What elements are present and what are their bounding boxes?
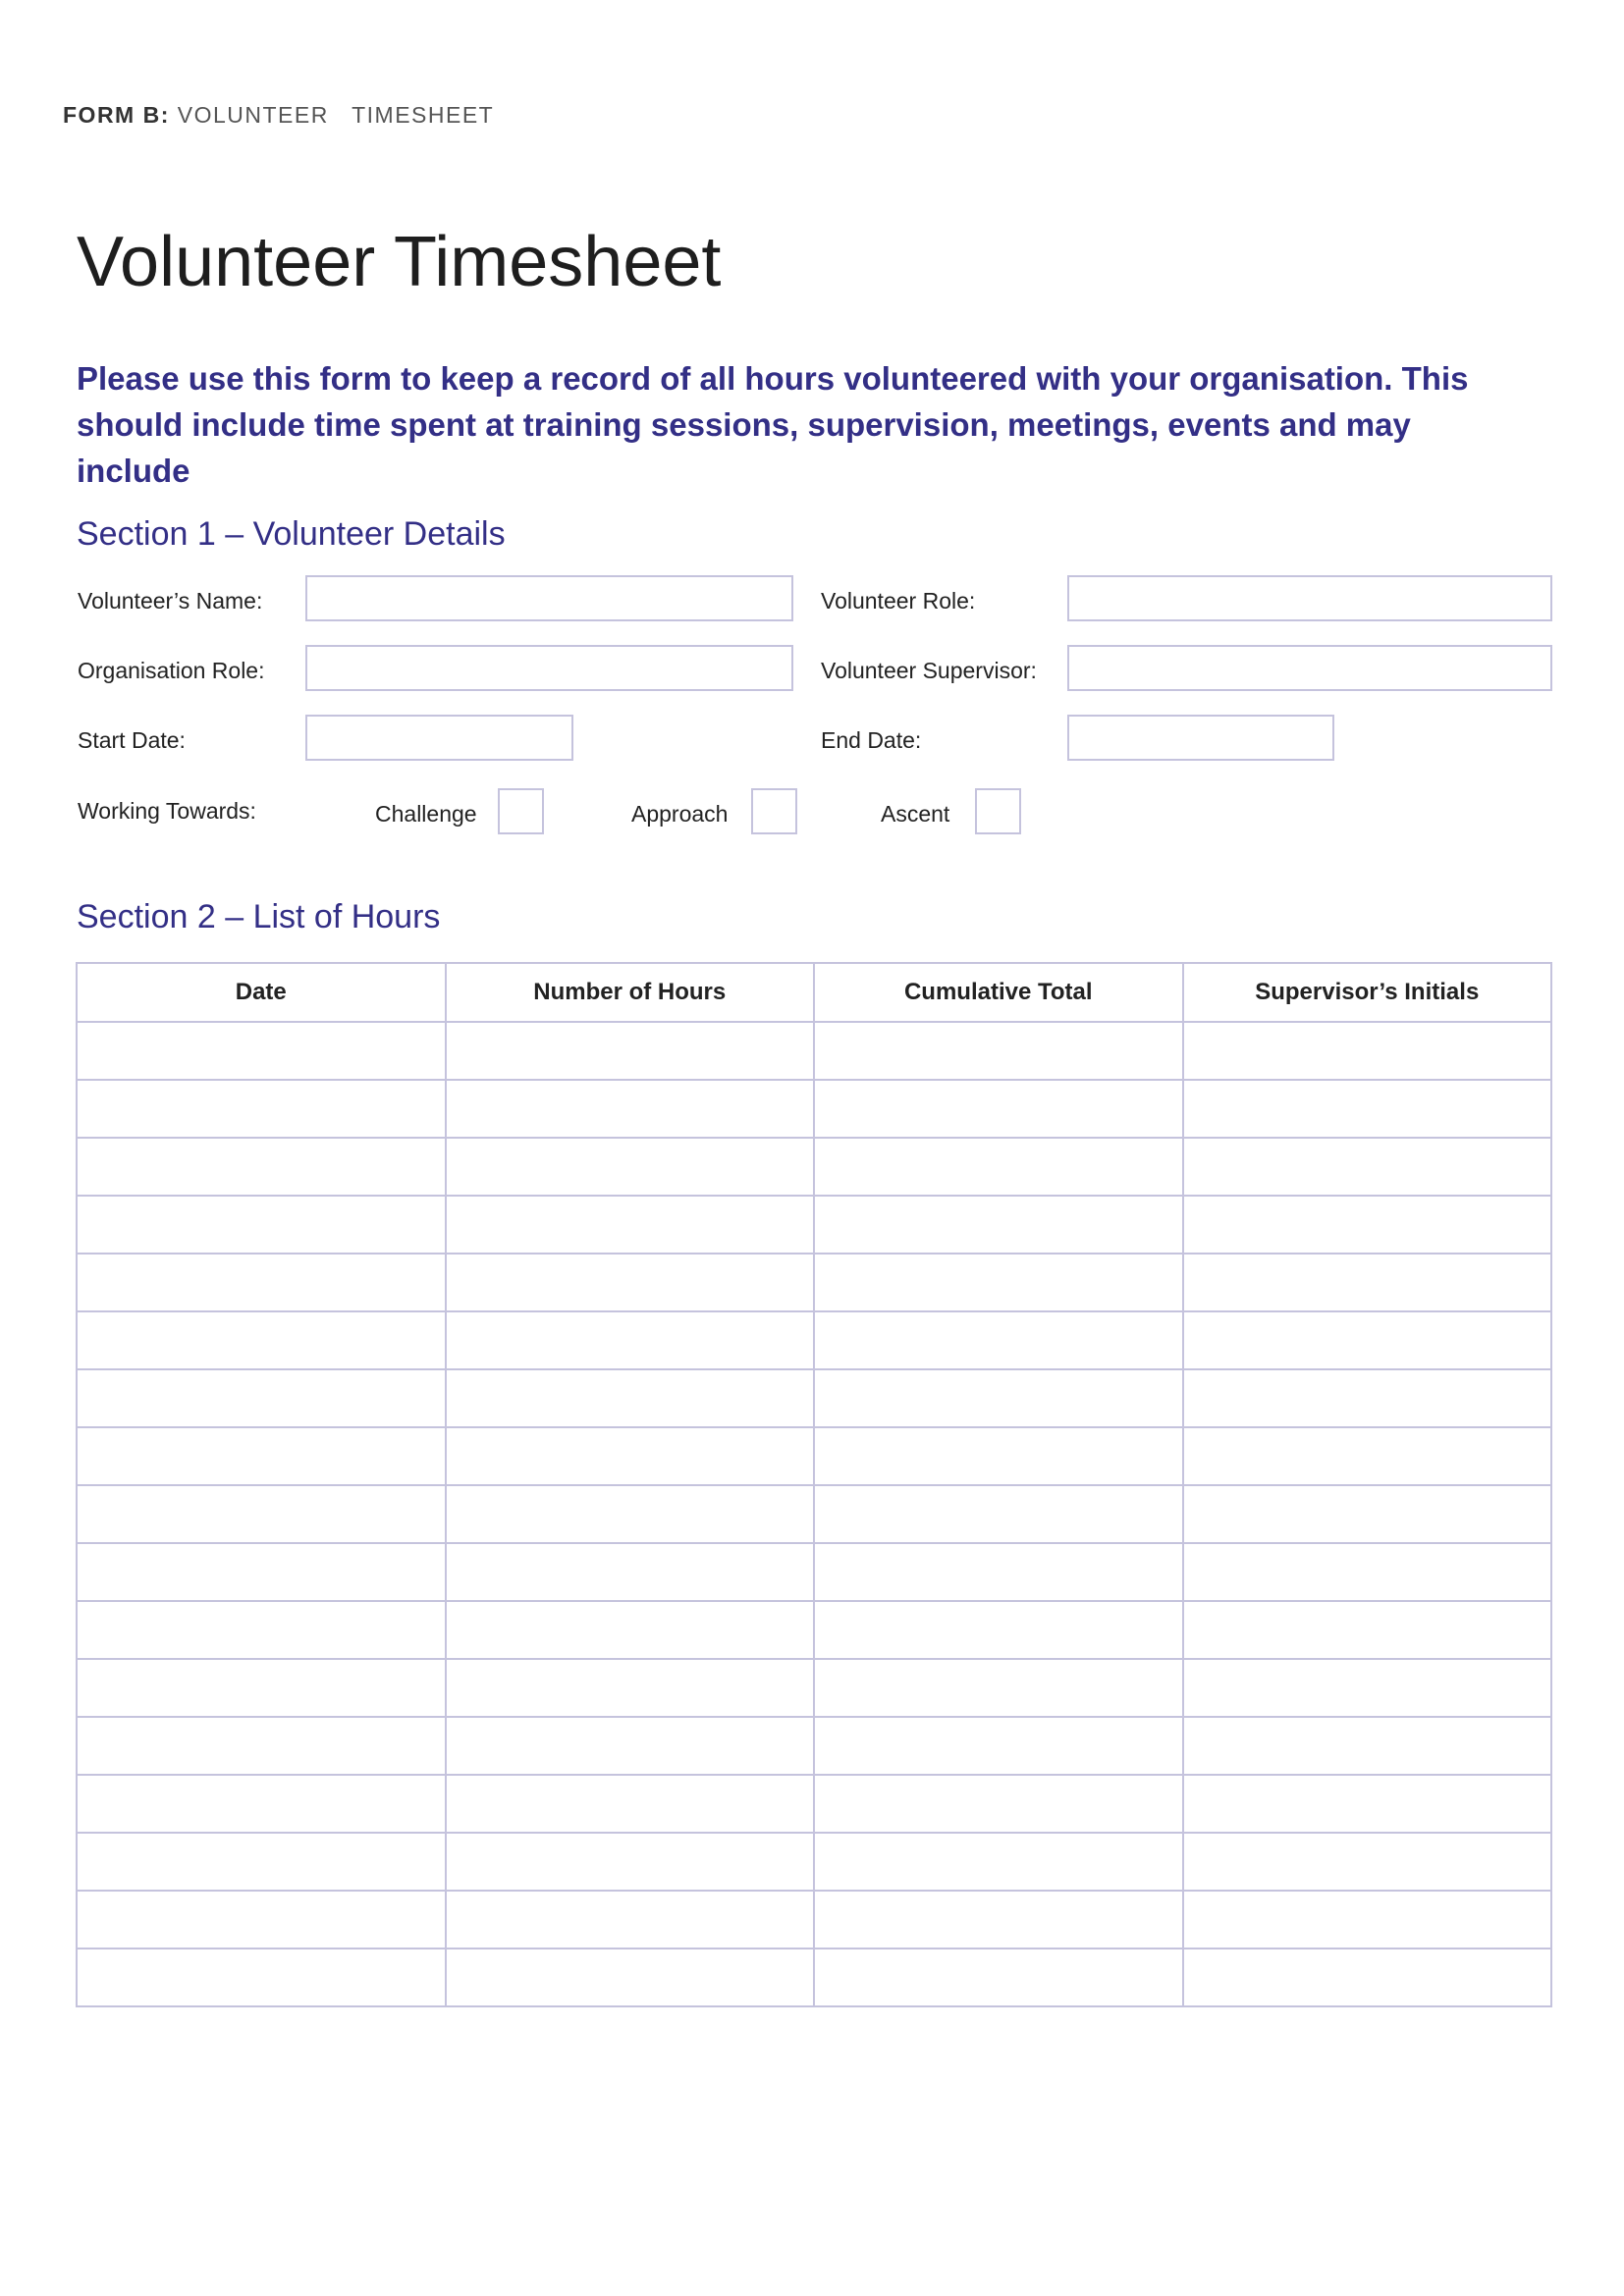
cumulative-total-cell[interactable]: [814, 1717, 1183, 1775]
number-of-hours-cell[interactable]: [446, 1311, 815, 1369]
date-cell[interactable]: [77, 1196, 446, 1254]
cumulative-total-cell[interactable]: [814, 1833, 1183, 1891]
date-cell[interactable]: [77, 1775, 446, 1833]
table-row: [77, 1949, 1551, 2006]
date-cell[interactable]: [77, 1833, 446, 1891]
supervisor-initials-cell[interactable]: [1183, 1891, 1552, 1949]
number-of-hours-cell[interactable]: [446, 1138, 815, 1196]
hours-table: [76, 962, 1552, 2007]
table-row: [77, 1138, 1551, 1196]
cumulative-total-cell[interactable]: [814, 1138, 1183, 1196]
cumulative-total-cell[interactable]: [814, 1196, 1183, 1254]
cumulative-total-cell[interactable]: [814, 1311, 1183, 1369]
cumulative-total-cell[interactable]: [814, 1659, 1183, 1717]
table-row: [77, 1775, 1551, 1833]
section-1-title: Section 1 – Volunteer Details: [77, 515, 506, 553]
supervisor-initials-cell[interactable]: [1183, 1543, 1552, 1601]
challenge-checkbox[interactable]: [498, 788, 544, 834]
supervisor-initials-cell[interactable]: [1183, 1485, 1552, 1543]
volunteer-name-field[interactable]: [305, 575, 793, 621]
table-row: [77, 1543, 1551, 1601]
number-of-hours-cell[interactable]: [446, 1949, 815, 2006]
table-row: [77, 1717, 1551, 1775]
end-date-label: End Date:: [821, 727, 922, 753]
form-header-tag: [63, 102, 494, 129]
challenge-label: Challenge: [375, 801, 477, 827]
date-cell[interactable]: [77, 1891, 446, 1949]
table-row: [77, 1485, 1551, 1543]
date-cell[interactable]: [77, 1138, 446, 1196]
table-row: [77, 1891, 1551, 1949]
number-of-hours-cell[interactable]: [446, 1543, 815, 1601]
column-header-cumulative-total: Cumulative Total: [814, 963, 1183, 1022]
table-row: [77, 1022, 1551, 1080]
date-cell[interactable]: [77, 1022, 446, 1080]
supervisor-initials-cell[interactable]: [1183, 1022, 1552, 1080]
cumulative-total-cell[interactable]: [814, 1601, 1183, 1659]
table-row: [77, 1196, 1551, 1254]
volunteer-name-label: Volunteer’s Name:: [78, 588, 263, 614]
supervisor-initials-cell[interactable]: [1183, 1833, 1552, 1891]
table-row: [77, 1254, 1551, 1311]
number-of-hours-cell[interactable]: [446, 1254, 815, 1311]
section-2-title: Section 2 – List of Hours: [77, 898, 441, 935]
supervisor-initials-cell[interactable]: [1183, 1080, 1552, 1138]
supervisor-initials-cell[interactable]: [1183, 1659, 1552, 1717]
start-date-label: Start Date:: [78, 727, 186, 753]
table-row: [77, 1369, 1551, 1427]
volunteer-supervisor-field[interactable]: [1067, 645, 1552, 691]
cumulative-total-cell[interactable]: [814, 1775, 1183, 1833]
supervisor-initials-cell[interactable]: [1183, 1601, 1552, 1659]
cumulative-total-cell[interactable]: [814, 1369, 1183, 1427]
supervisor-initials-cell[interactable]: [1183, 1427, 1552, 1485]
date-cell[interactable]: [77, 1254, 446, 1311]
page-title: Volunteer Timesheet: [77, 223, 722, 301]
date-cell[interactable]: [77, 1659, 446, 1717]
number-of-hours-cell[interactable]: [446, 1485, 815, 1543]
cumulative-total-cell[interactable]: [814, 1543, 1183, 1601]
form-label: FORM B:: [63, 102, 170, 128]
date-cell[interactable]: [77, 1601, 446, 1659]
table-row: [77, 1833, 1551, 1891]
organisation-role-label: Organisation Role:: [78, 658, 265, 683]
cumulative-total-cell[interactable]: [814, 1022, 1183, 1080]
cumulative-total-cell[interactable]: [814, 1080, 1183, 1138]
volunteer-supervisor-label: Volunteer Supervisor:: [821, 658, 1037, 683]
number-of-hours-cell[interactable]: [446, 1775, 815, 1833]
cumulative-total-cell[interactable]: [814, 1949, 1183, 2006]
number-of-hours-cell[interactable]: [446, 1601, 815, 1659]
cumulative-total-cell[interactable]: [814, 1891, 1183, 1949]
number-of-hours-cell[interactable]: [446, 1369, 815, 1427]
volunteer-role-field[interactable]: [1067, 575, 1552, 621]
ascent-checkbox[interactable]: [975, 788, 1021, 834]
date-cell[interactable]: [77, 1311, 446, 1369]
date-cell[interactable]: [77, 1369, 446, 1427]
volunteer-role-label: Volunteer Role:: [821, 588, 976, 614]
supervisor-initials-cell[interactable]: [1183, 1717, 1552, 1775]
supervisor-initials-cell[interactable]: [1183, 1138, 1552, 1196]
approach-checkbox[interactable]: [751, 788, 797, 834]
intro-text: Please use this form to keep a record of all hours volunteered with your organisation. This should include time spent at training sessions, supervision, meetings, events and may include: [77, 360, 1469, 489]
number-of-hours-cell[interactable]: [446, 1659, 815, 1717]
supervisor-initials-cell[interactable]: [1183, 1949, 1552, 2006]
table-row: [77, 1601, 1551, 1659]
date-cell[interactable]: [77, 1717, 446, 1775]
supervisor-initials-cell[interactable]: [1183, 1254, 1552, 1311]
number-of-hours-cell[interactable]: [446, 1022, 815, 1080]
date-cell[interactable]: [77, 1543, 446, 1601]
supervisor-initials-cell[interactable]: [1183, 1369, 1552, 1427]
date-cell[interactable]: [77, 1080, 446, 1138]
start-date-field[interactable]: [305, 715, 573, 761]
number-of-hours-cell[interactable]: [446, 1891, 815, 1949]
date-cell[interactable]: [77, 1949, 446, 2006]
cumulative-total-cell[interactable]: [814, 1254, 1183, 1311]
table-row: [77, 1080, 1551, 1138]
number-of-hours-cell[interactable]: [446, 1833, 815, 1891]
date-cell[interactable]: [77, 1485, 446, 1543]
hours-table-body: [77, 1022, 1551, 2006]
table-row: [77, 1311, 1551, 1369]
date-cell[interactable]: [77, 1427, 446, 1485]
column-header-supervisor-initials: Supervisor’s Initials: [1183, 963, 1552, 1022]
organisation-role-field[interactable]: [305, 645, 793, 691]
supervisor-initials-cell[interactable]: [1183, 1311, 1552, 1369]
cumulative-total-cell[interactable]: [814, 1427, 1183, 1485]
number-of-hours-cell[interactable]: [446, 1717, 815, 1775]
table-row: [77, 1427, 1551, 1485]
hours-table-header-row: [77, 963, 1551, 1022]
number-of-hours-cell[interactable]: [446, 1196, 815, 1254]
working-towards-label: Working Towards:: [78, 798, 256, 824]
cumulative-total-cell[interactable]: [814, 1485, 1183, 1543]
supervisor-initials-cell[interactable]: [1183, 1196, 1552, 1254]
number-of-hours-cell[interactable]: [446, 1427, 815, 1485]
form-name: VOLUNTEER TIMESHEET: [177, 102, 495, 128]
column-header-number-of-hours: Number of Hours: [446, 963, 815, 1022]
column-header-date: Date: [77, 963, 446, 1022]
end-date-field[interactable]: [1067, 715, 1334, 761]
number-of-hours-cell[interactable]: [446, 1080, 815, 1138]
table-row: [77, 1659, 1551, 1717]
ascent-label: Ascent: [881, 801, 950, 827]
supervisor-initials-cell[interactable]: [1183, 1775, 1552, 1833]
approach-label: Approach: [631, 801, 729, 827]
